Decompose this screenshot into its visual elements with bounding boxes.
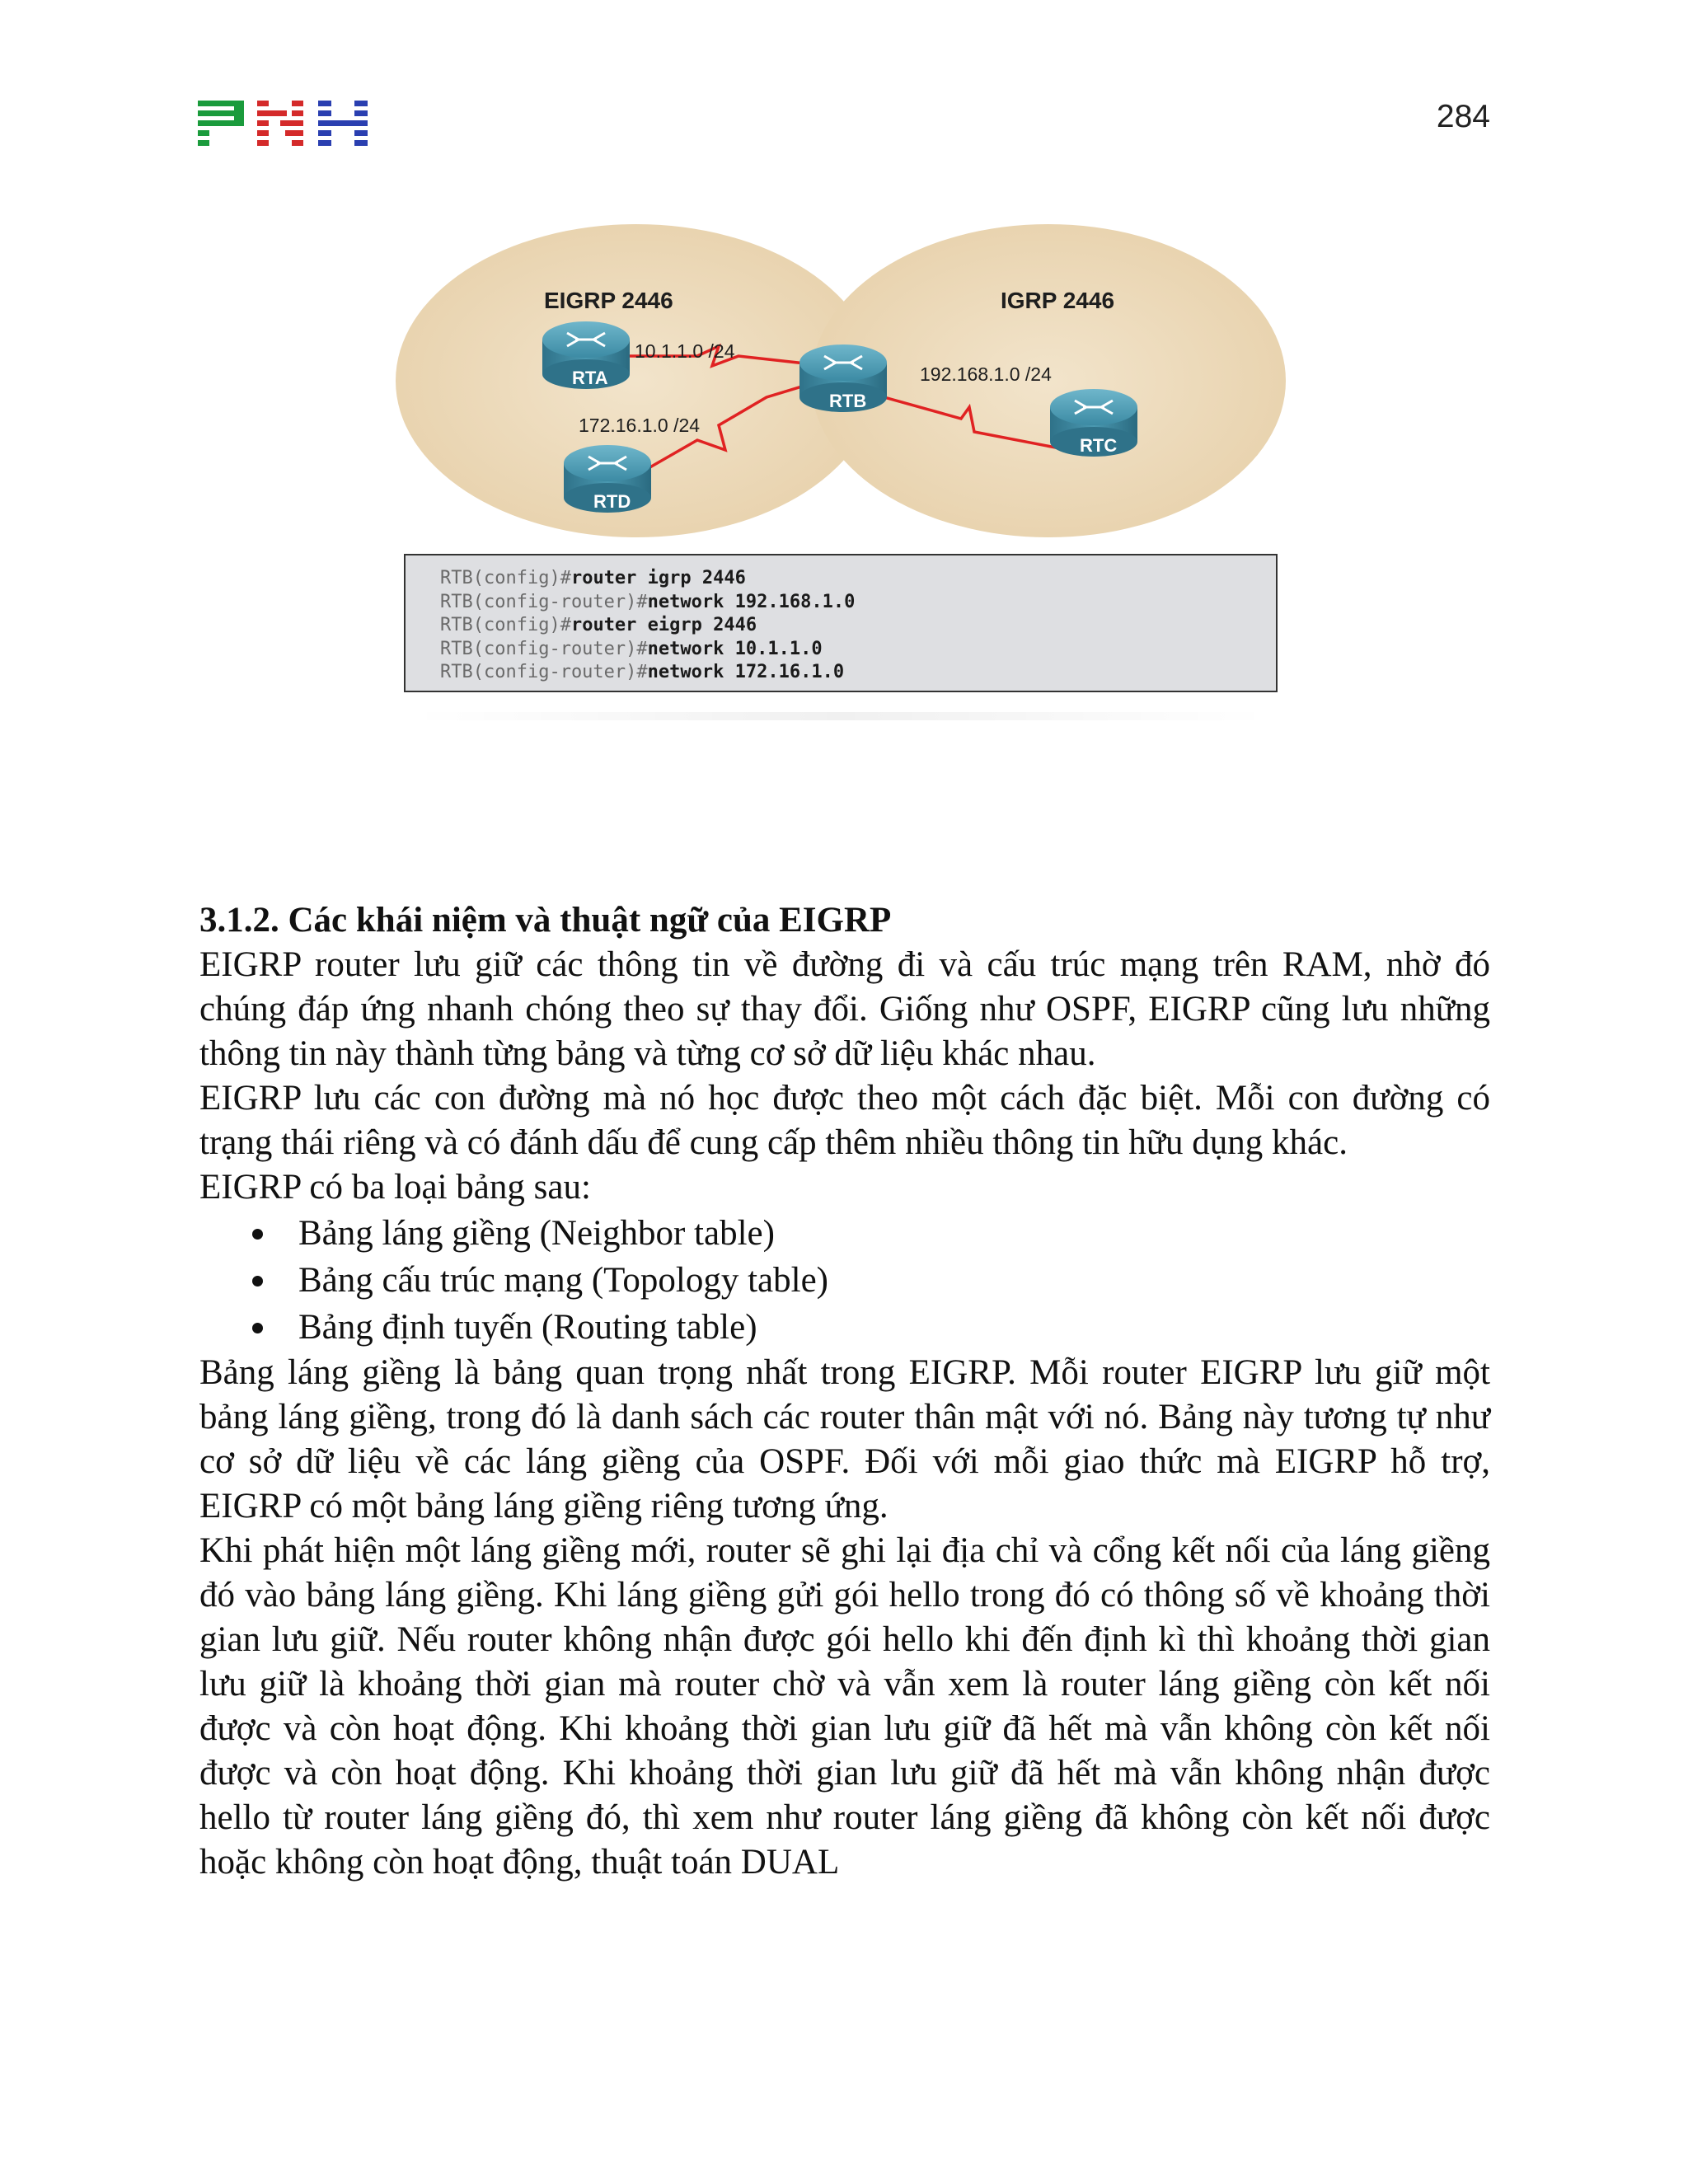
- router-rtc-icon: [1050, 389, 1137, 457]
- bullet-icon: [252, 1229, 263, 1240]
- link-label-10-1-1-0: 10.1.1.0 /24: [635, 340, 735, 362]
- cli-line: RTB(config-router)#network 10.1.1.0: [440, 638, 823, 659]
- cli-line: RTB(config)#router eigrp 2446: [440, 615, 757, 636]
- table-types-list: [199, 1210, 1490, 1351]
- router-rta-icon: [542, 321, 630, 389]
- paragraph: EIGRP lưu các con đường mà nó học được theo một cách đặc biệt. Mỗi con đường có trạng thái riêng và có đánh dấu để cung cấp thêm nhiều thông tin hữu dụng khác.: [199, 1079, 1490, 1162]
- bullet-icon: [252, 1323, 263, 1333]
- cli-config-box: [404, 554, 1278, 692]
- list-item: Bảng cấu trúc mạng (Topology table): [249, 1257, 1490, 1304]
- section-heading: 3.1.2. Các khái niệm và thuật ngữ của EIGRP: [199, 901, 892, 940]
- router-rtd-label: RTD: [593, 491, 631, 512]
- cli-line: RTB(config-router)#network 192.168.1.0: [440, 591, 856, 612]
- paragraph: Khi phát hiện một láng giềng mới, router sẽ ghi lại địa chỉ và cổng kết nối của láng giềng đó vào bảng láng giềng. Khi láng giềng gửi gói hello trong đó có thông số về khoảng thời gian lưu giữ. Nếu router không nhận được gói hello khi đến định kì thì khoảng thời gian lưu giữ là khoảng thời gian mà router chờ và vẫn xem là router láng giềng còn kết nối được và còn hoạt động. Khi khoảng thời gian lưu giữ đã hết mà vẫn không còn kết nối được và còn hoạt động. Khi khoảng thời gian lưu giữ đã hết mà vẫn không nhận được hello từ router láng giềng đó, thì xem như router láng giềng đã không còn kết nối được hoặc không còn hoạt động, thuật toán DUAL: [199, 1531, 1490, 1882]
- paragraph: EIGRP router lưu giữ các thông tin về đường đi và cấu trúc mạng trên RAM, nhờ đó chúng đáp ứng nhanh chóng theo sự thay đổi. Giống như OSPF, EIGRP cũng lưu những thông tin này thành từng bảng và từng cơ sở dữ liệu khác nhau.: [199, 945, 1490, 1073]
- paragraph: Bảng láng giềng là bảng quan trọng nhất trong EIGRP. Mỗi router EIGRP lưu giữ một bảng láng giềng, trong đó là danh sách các router thân mật với nó. Bảng này tương tự như cơ sở dữ liệu về các láng giềng của OSPF. Đối với mỗi giao thức mà EIGRP hỗ trợ, EIGRP có một bảng láng giềng riêng tương ứng.: [199, 1353, 1490, 1526]
- section-body: [199, 898, 1490, 1885]
- router-rtc-label: RTC: [1080, 435, 1118, 456]
- figure-shadow: [412, 712, 1269, 720]
- cli-line: RTB(config-router)#network 172.16.1.0: [440, 662, 845, 683]
- bullet-icon: [252, 1276, 263, 1286]
- list-item: Bảng định tuyến (Routing table): [249, 1304, 1490, 1351]
- igrp-domain-label: IGRP 2446: [1001, 288, 1115, 313]
- link-label-172-16-1-0: 172.16.1.0 /24: [579, 415, 701, 436]
- router-rtb-icon: [799, 344, 887, 412]
- router-rtd-icon: [564, 445, 651, 513]
- link-label-192-168-1-0: 192.168.1.0 /24: [920, 363, 1052, 385]
- router-rta-label: RTA: [572, 368, 608, 388]
- eigrp-domain-label: EIGRP 2446: [544, 288, 673, 313]
- pnh-logo: [198, 101, 368, 147]
- page-number: 284: [1436, 99, 1490, 134]
- list-item: Bảng láng giềng (Neighbor table): [249, 1210, 1490, 1257]
- router-rtb-label: RTB: [829, 391, 867, 411]
- cli-line: RTB(config)#router igrp 2446: [440, 568, 746, 588]
- paragraph: EIGRP có ba loại bảng sau:: [199, 1168, 591, 1207]
